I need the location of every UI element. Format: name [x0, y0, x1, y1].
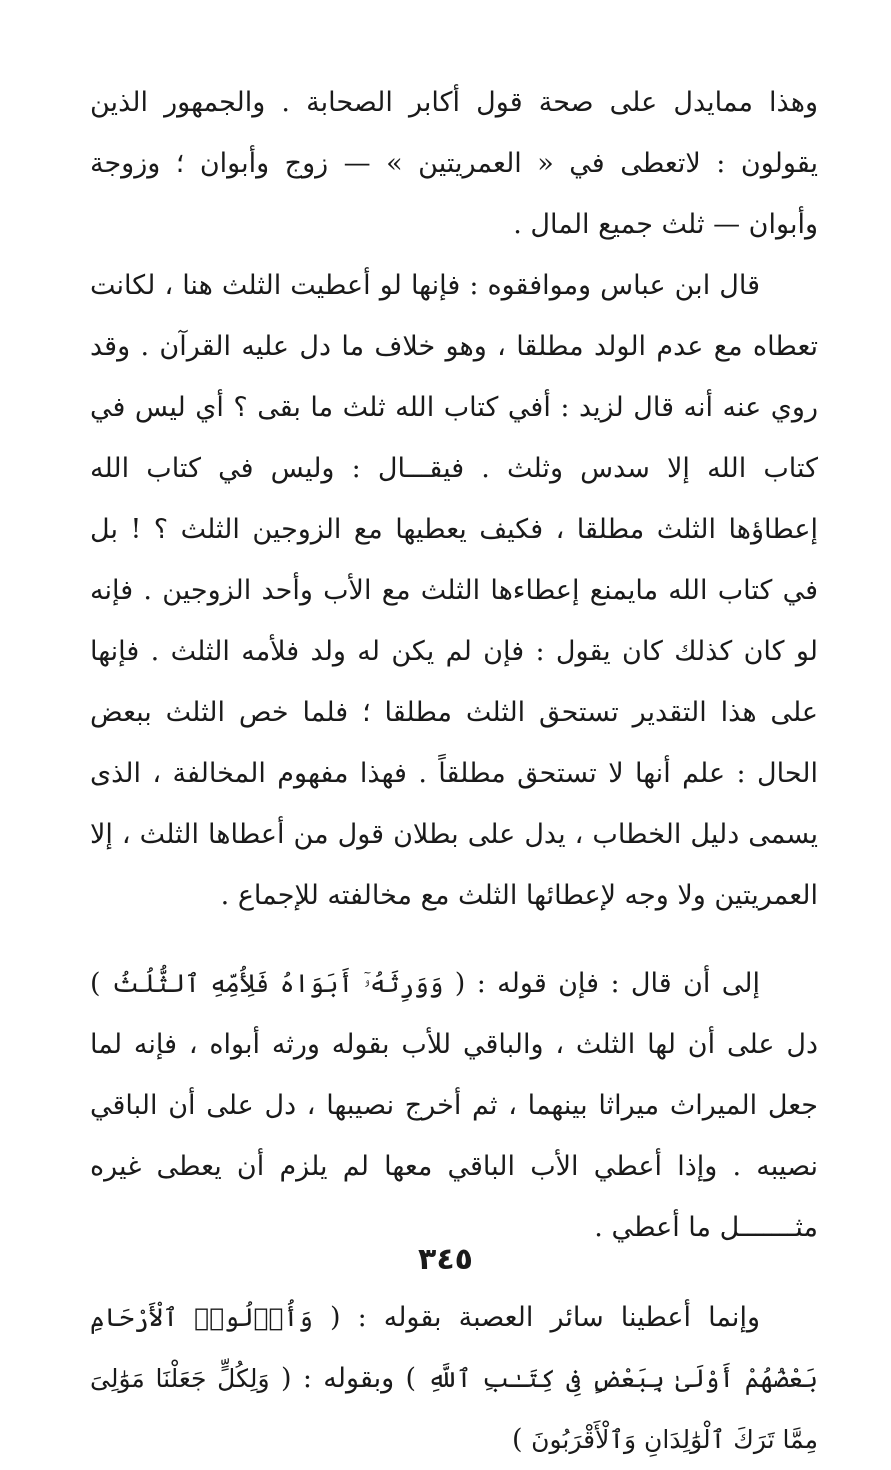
paragraph-text: وهذا ممايدل على صحة قول أكابر الصحابة . والجمهور الذين يقولون : لاتعطى في « العمريتين » — زوج وأبوان ؛ وزوجة وأبوان — ثلث جميع المال . — [90, 87, 818, 240]
quran-verse: وَلِكُلٍّ جَعَلْنَا مَوَٰلِىَ مِمَّا تَرَكَ ٱلْوَٰلِدَانِ وَٱلْأَقْرَبُونَ — [90, 1364, 818, 1454]
paragraph-ibn-abbas — [90, 255, 818, 926]
page-number: ٣٤٥ — [418, 1242, 473, 1277]
paragraph-text: قال ابن عباس وموافقوه : فإنها لو أعطيت الثلث هنا ، لكانت تعطاه مع عدم الولد مطلقا ، وهو خلاف ما دل عليه القرآن . وقد روي عنه أنه قال لزيد : أفي كتاب الله ثلث ما بقى ؟ أي ليس في كتاب الله إلا سدس وثلث . فيقـــال : وليس في كتاب الله إعطاؤها الثلث مطلقا ، فكيف يعطيها مع الزوجين الثلث ؟ ! بل في كتاب الله مايمنع إعطاءها الثلث مع الأب وأحد الزوجين . فإنه لو كان كذلك كان يقول : فإن لم يكن له ولد فلأمه الثلث . فإنها على هذا التقدير تستحق الثلث مطلقا ؛ فلما خص الثلث ببعض الحال : علم أنها لا تستحق مطلقاً . فهذا مفهوم المخالفة ، الذى يسمى دليل الخطاب ، يدل على بطلان قول من أعطاها الثلث ، إلا العمريتين ولا وجه لإعطائها الثلث مع مخالفته للإجماع . — [90, 270, 818, 911]
paragraph-text: وإنما أعطينا سائر العصبة بقوله : ( — [312, 1302, 760, 1333]
paragraph-text: إلى أن قال : فإن قوله : ( — [443, 968, 761, 999]
quran-verse: وَأُو۟لُوا۟ ٱلْأَرْحَامِ بَعْضُهُمْ أَوْلَىٰ بِبَعْضٍ فِى كِتَـٰبِ ٱللَّهِ — [90, 1303, 818, 1393]
paragraph-text: ) وبقوله : ( — [269, 1363, 428, 1394]
paragraph-text: ) — [512, 1424, 532, 1455]
paragraph-verse-inheritance — [90, 953, 818, 1258]
paragraph-majority-view — [90, 72, 818, 255]
quran-verse: وَوَرِثَهُۥٓ أَبَوَاهُ فَلِأُمِّهِ ٱلثُّلُثُ — [111, 969, 444, 998]
paragraph-asaba — [90, 1287, 818, 1470]
paragraph-text: ) دل على أن لها الثلث ، والباقي للأب بقوله ورثه أبواه ، فإنه لما جعل الميراث ميراثا بينهما ، ثم أخرج نصيبها ، دل على أن الباقي نصيبه . وإذا أعطي الأب الباقي معها لم يلزم أن يعطى غيره مثـــــــل ما أعطي . — [90, 968, 818, 1243]
